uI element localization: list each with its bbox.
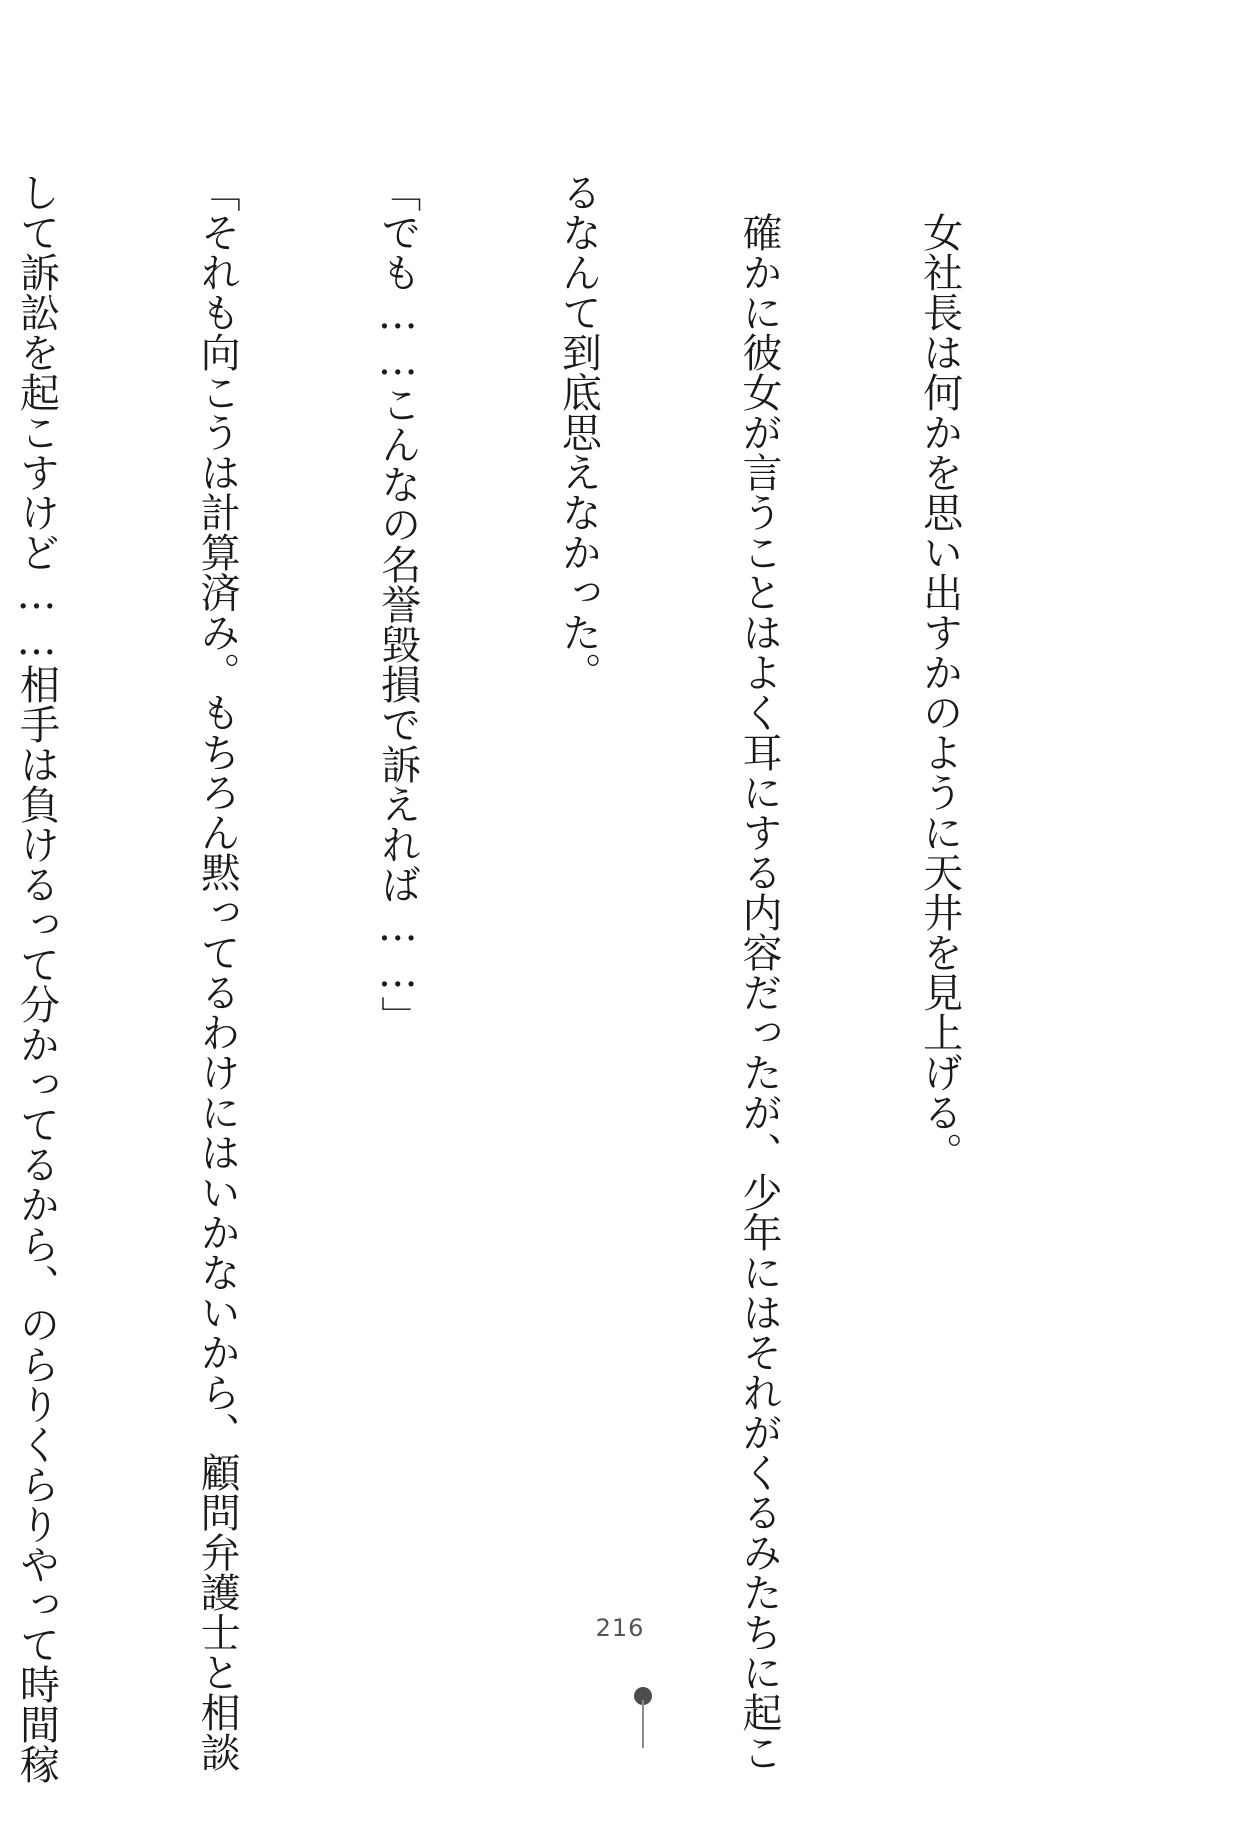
text-line: 「でも……こんなの名誉毀損で訴えれば……」 [374,172,421,1036]
page-number: 216 [595,1614,645,1642]
page-marker-line [642,1700,644,1748]
text-line: して訴訟を起こすけど……相手は負けるって分かってるから、のらりくらりやって時間稼 [13,172,60,1784]
text-line: 確かに彼女が言うことはよく耳にする内容だったが、少年にはそれがくるみたちに起こ [735,172,782,1772]
text-line: 「それも向こうは計算済み。もちろん黙ってるわけにはいかないから、顧問弁護士と相談 [194,172,241,1772]
text-line: 女社長は何かを思い出すかのように天井を見上げる。 [916,172,963,1172]
text-line: るなんて到底思えなかった。 [555,172,602,692]
